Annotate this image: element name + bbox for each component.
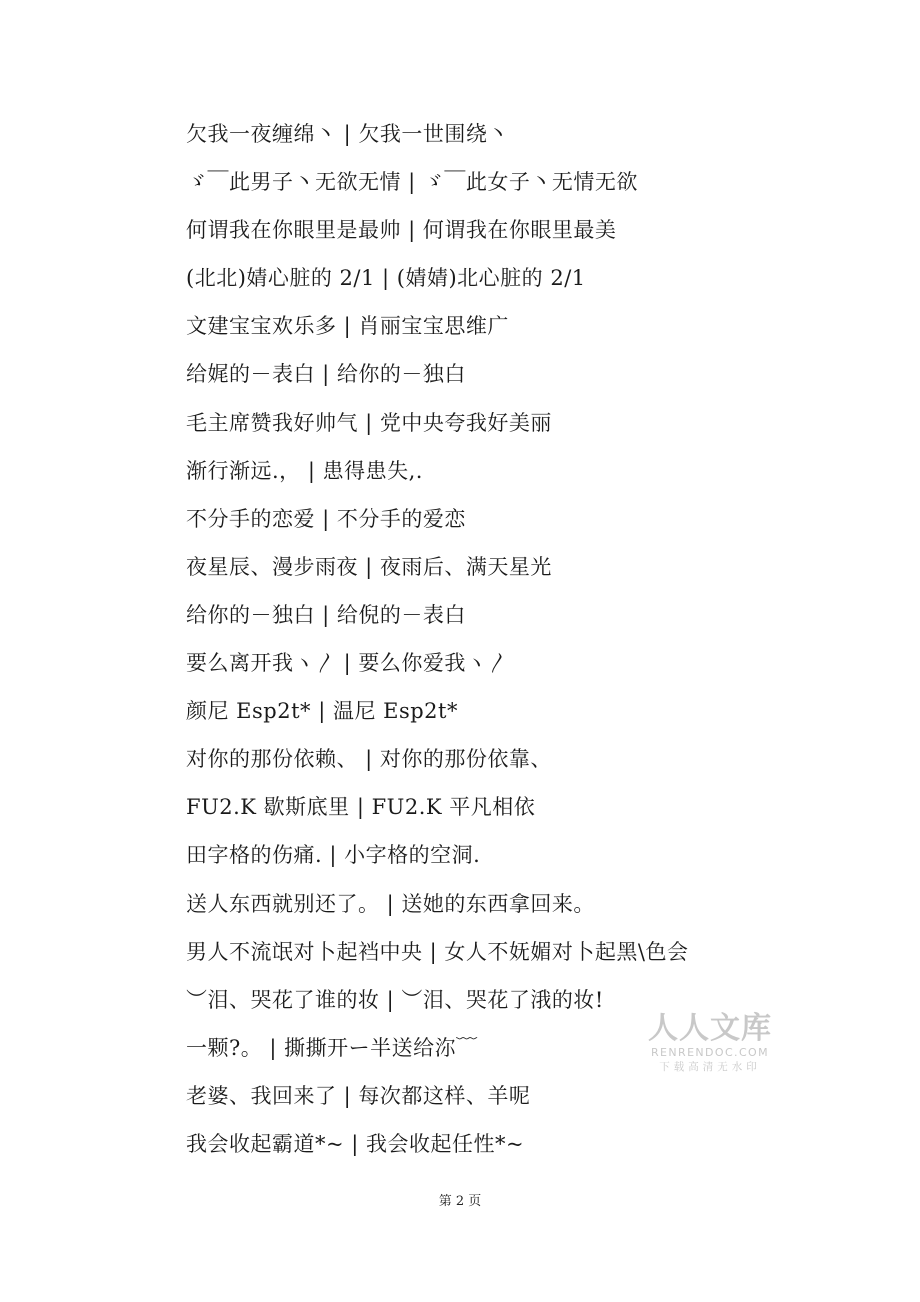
text-line: 我会收起霸道*~ | 我会收起任性*~ xyxy=(186,1131,525,1156)
text-line: 何谓我在你眼里是最帅 | 何谓我在你眼里最美 xyxy=(186,218,617,243)
text-line: ︶泪、哭花了谁的妆 | ︶泪、哭花了涐的妆! xyxy=(186,987,604,1012)
text-line: 渐行渐远.， | 患得患失,. xyxy=(186,458,423,483)
text-line: 对你的那份依赖、 | 对你的那份依靠、 xyxy=(186,747,552,772)
text-line: 颜尼 Esp2t* | 温尼 Esp2t* xyxy=(186,699,458,724)
text-line: 一颗?。 | 撕撕开ー半送给沵﹋ xyxy=(186,1035,478,1060)
text-line: 文建宝宝欢乐多 | 肖丽宝宝思维广 xyxy=(186,314,509,339)
text-line: 老婆、我回来了 | 每次都这样、羊呢 xyxy=(186,1083,531,1108)
page-number: 第 2 页 xyxy=(438,1194,482,1209)
text-line: 不分手的恋爱 | 不分手的爱恋 xyxy=(186,506,466,531)
text-line: 田字格的伤痛. | 小字格的空洞. xyxy=(186,843,481,868)
text-line: ゞ￣此男子丶无欲无情 | ゞ￣此女子丶无情无欲 xyxy=(186,170,638,195)
watermark-title: 人人文库 xyxy=(648,1011,772,1046)
text-line: 夜星辰、漫步雨夜 | 夜雨后、满天星光 xyxy=(186,554,552,579)
watermark-domain: RENRENDOC.COM xyxy=(651,1046,769,1059)
text-line: FU2.K 歇斯底里 | FU2.K 平凡相依 xyxy=(186,795,536,820)
text-line: 欠我一夜缠绵丶 | 欠我一世围绕丶 xyxy=(186,122,509,146)
text-line: 要么离开我ヽ〳 | 要么你爱我ヽ〳 xyxy=(186,651,509,676)
text-line: 送人东西就别还了。 | 送她的东西拿回来。 xyxy=(186,891,595,916)
text-line: 给娓的－表白 | 给你的－独白 xyxy=(186,362,466,387)
text-line: (北北)婧心脏的 2/1 | (婧婧)北心脏的 2/1 xyxy=(186,266,586,291)
text-line: 毛主席赞我好帅气 | 党中央夸我好美丽 xyxy=(186,410,552,435)
watermark-logo xyxy=(645,1012,775,1074)
text-line: 男人不流氓对卜起裆中央 | 女人不妩媚对卜起黑\色会 xyxy=(186,939,689,964)
text-line: 给你的－独白 | 给倪的－表白 xyxy=(186,602,466,627)
watermark-tagline: 下载高清无水印 xyxy=(659,1061,761,1073)
